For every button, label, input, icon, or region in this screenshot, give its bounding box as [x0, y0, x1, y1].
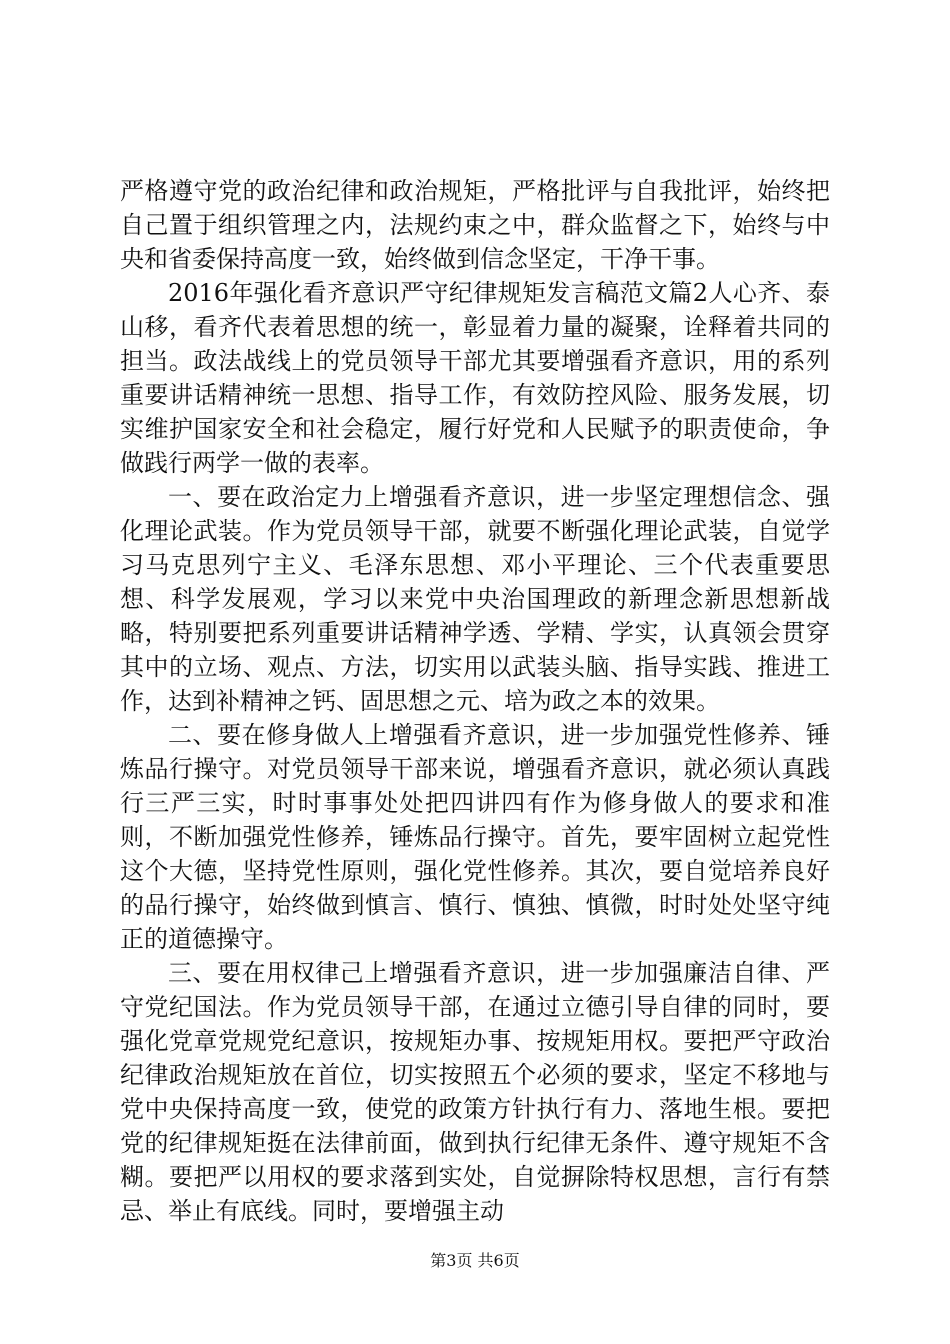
- paragraph-point-three: 三、要在用权律己上增强看齐意识，进一步加强廉洁自律、严守党纪国法。作为党员领导干部，在通过立德引导自律的同时，要强化党章党规党纪意识，按规矩办事、按规矩用权。要把严守政治纪律政治规矩放在首位，切实按照五个必须的要求，坚定不移地与党中央保持高度一致，使党的政策方针执行有力、落地生根。要把党的纪律规矩挺在法律前面，做到执行纪律无条件、遵守规矩不含糊。要把严以用权的要求落到实处，自觉摒除特权思想，言行有禁忌、举止有底线。同时，要增强主动: [120, 959, 830, 1225]
- document-body: [120, 174, 830, 1228]
- paragraph-point-two: 二、要在修身做人上增强看齐意识，进一步加强党性修养、锤炼品行操守。对党员领导干部来说，增强看齐意识，就必须认真践行三严三实，时时事事处处把四讲四有作为修身做人的要求和准则，不断加强党性修养，锤炼品行操守。首先，要牢固树立起党性这个大德，坚持党性原则，强化党性修养。其次，要自觉培养良好的品行操守，始终做到慎言、慎行、慎独、慎微，时时处处坚守纯正的道德操守。: [120, 721, 830, 953]
- paragraph-intro: 2016年强化看齐意识严守纪律规矩发言稿范文篇2人心齐、泰山移，看齐代表着思想的统一，彰显着力量的凝聚，诠释着共同的担当。政法战线上的党员领导干部尤其要增强看齐意识，用的系列重要讲话精神统一思想、指导工作，有效防控风险、服务发展，切实维护国家安全和社会稳定，履行好党和人民赋予的职责使命，争做践行两学一做的表率。: [120, 279, 830, 477]
- page-footer: 第3页 共6页: [430, 1251, 520, 1270]
- paragraph-point-one: 一、要在政治定力上增强看齐意识，进一步坚定理想信念、强化理论武装。作为党员领导干部，就要不断强化理论武装，自觉学习马克思列宁主义、毛泽东思想、邓小平理论、三个代表重要思想、科学发展观，学习以来党中央治国理政的新理念新思想新战略，特别要把系列重要讲话精神学透、学精、学实，认真领会贯穿其中的立场、观点、方法，切实用以武装头脑、指导实践、推进工作，达到补精神之钙、固思想之元、培为政之本的效果。: [120, 483, 830, 715]
- paragraph-continuation: 严格遵守党的政治纪律和政治规矩，严格批评与自我批评，始终把自己置于组织管理之内，法规约束之中，群众监督之下，始终与中央和省委保持高度一致，始终做到信念坚定，干净干事。: [120, 177, 830, 273]
